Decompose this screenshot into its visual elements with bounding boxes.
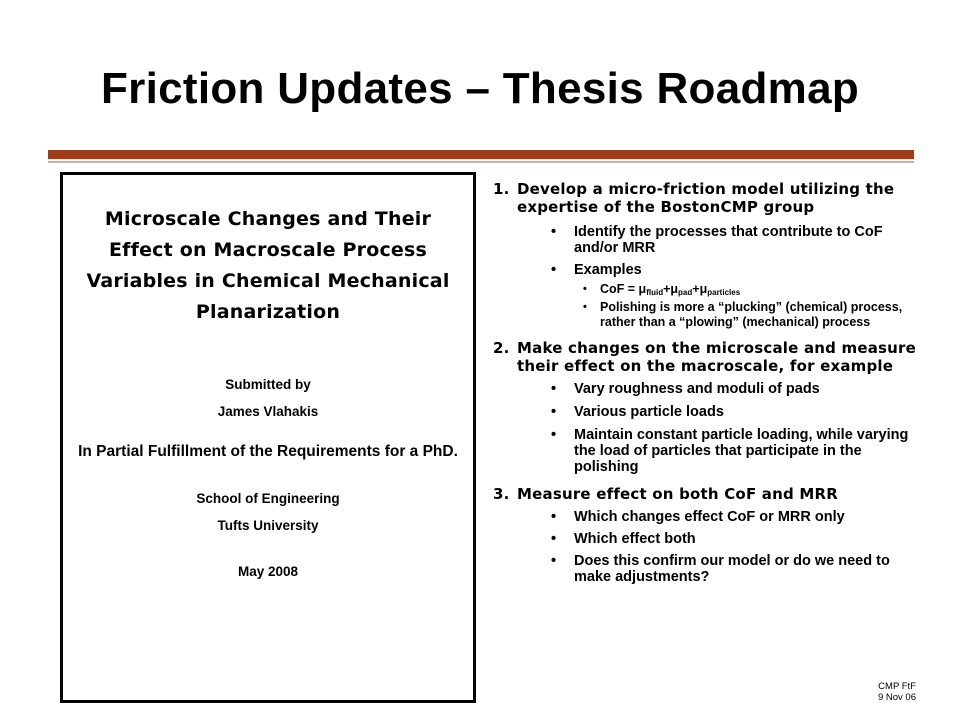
formula-prefix: CoF = μ — [600, 282, 647, 296]
roadmap-subitem — [493, 404, 923, 420]
bullet-icon: • — [551, 224, 557, 240]
roadmap-subitem-text: Which changes effect CoF or MRR only — [574, 509, 845, 525]
roadmap-subitem — [493, 262, 923, 278]
roadmap-subitem — [493, 224, 923, 256]
roadmap-subitem-text: Various particle loads — [574, 404, 724, 420]
formula-sub-particles: particles — [707, 288, 741, 297]
roadmap-subitem-text: Does this confirm our model or do we need to make adjustments? — [574, 553, 890, 585]
roadmap-subsubitem-polishing — [493, 300, 923, 330]
bullet-icon: • — [551, 381, 557, 397]
thesis-author: James Vlahakis — [217, 404, 319, 419]
roadmap-item-1 — [493, 180, 923, 216]
roadmap-subitem-text: Examples — [574, 262, 642, 278]
submitted-by-label: Submitted by — [225, 377, 311, 392]
thesis-fulfillment: In Partial Fulfillment of the Requirements for a PhD. — [78, 443, 458, 460]
bullet-icon: • — [551, 262, 557, 278]
roadmap-subitem-text: Which effect both — [574, 531, 696, 547]
bullet-icon: • — [551, 509, 557, 525]
thesis-cover-box — [60, 172, 476, 703]
bullet-icon: • — [583, 301, 587, 313]
roadmap-subitem-text: Maintain constant particle loading, while varying the load of particles that participate in the polishing — [574, 427, 909, 475]
formula-sub-fluid: fluid — [646, 288, 664, 297]
roadmap-list — [493, 180, 923, 585]
formula-plus-mu: +μ — [692, 282, 708, 296]
title-divider-rule — [48, 150, 914, 159]
bullet-icon: • — [551, 553, 557, 569]
roadmap-subitem — [493, 381, 923, 397]
roadmap-item-number: 3. — [493, 485, 510, 503]
roadmap-item-2 — [493, 339, 923, 375]
roadmap-item-number: 1. — [493, 180, 510, 198]
footer-line-2: 9 Nov 06 — [877, 692, 916, 703]
title-divider-underline — [48, 161, 914, 163]
bullet-icon: • — [551, 427, 557, 443]
roadmap-item-number: 2. — [493, 339, 510, 357]
roadmap-subsubitem-formula — [493, 282, 923, 297]
roadmap-subitem-text: Vary roughness and moduli of pads — [574, 381, 820, 397]
thesis-school: School of Engineering — [196, 491, 340, 506]
roadmap-item-3 — [493, 485, 923, 503]
roadmap-item-text: Develop a micro-friction model utilizing the expertise of the BostonCMP group — [517, 180, 895, 216]
roadmap-subitem — [493, 531, 923, 547]
roadmap-subsubitem-text: Polishing is more a “plucking” (chemical) process, rather than a “plowing” (mechanical) process — [600, 300, 903, 329]
roadmap-item-text: Make changes on the microscale and measure their effect on the macroscale, for example — [517, 339, 917, 375]
roadmap-item-text: Measure effect on both CoF and MRR — [517, 485, 838, 503]
bullet-icon: • — [583, 283, 587, 295]
roadmap-subitem — [493, 427, 923, 475]
footer-line-1: CMP FtF — [878, 681, 916, 692]
slide-title: Friction Updates – Thesis Roadmap — [100, 64, 860, 113]
thesis-title: Microscale Changes and Their Effect on Macroscale Process Variables in Chemical Mechanical Planarization — [86, 208, 450, 323]
roadmap-subitem — [493, 553, 923, 585]
slide-footer — [878, 681, 916, 703]
thesis-university: Tufts University — [217, 518, 319, 533]
roadmap-subitem — [493, 509, 923, 525]
roadmap-subitem-text: Identify the processes that contribute to CoF and/or MRR — [574, 224, 883, 256]
thesis-date: May 2008 — [237, 564, 299, 579]
formula-plus-mu: +μ — [663, 282, 679, 296]
bullet-icon: • — [551, 404, 557, 420]
formula-sub-pad: pad — [678, 288, 693, 297]
bullet-icon: • — [551, 531, 557, 547]
